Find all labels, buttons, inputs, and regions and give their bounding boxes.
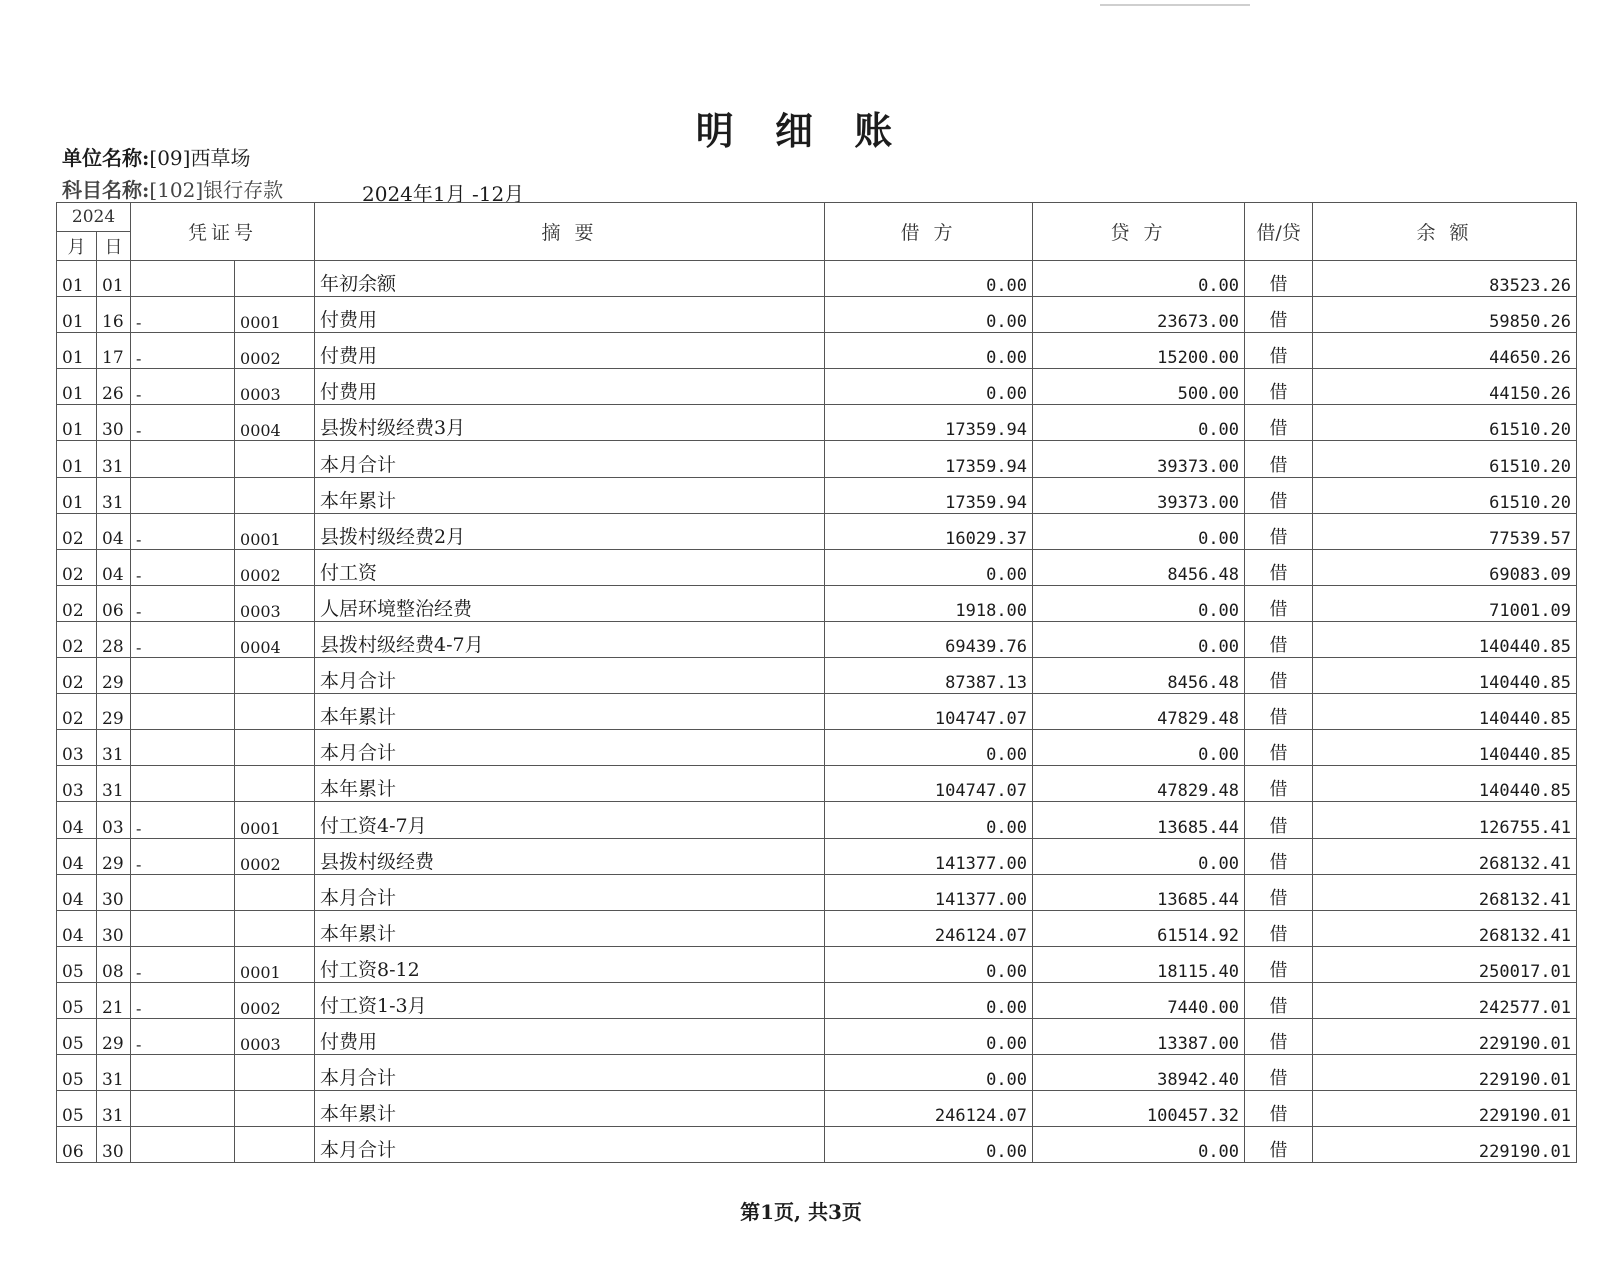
cell-voucher-number: 0003 (235, 369, 315, 405)
table-row (57, 405, 1577, 441)
cell-balance: 229190.01 (1313, 1055, 1577, 1091)
cell-day: 29 (97, 658, 131, 694)
table-row (57, 946, 1577, 982)
cell-voucher-number (235, 910, 315, 946)
cell-day: 04 (97, 513, 131, 549)
cell-balance: 44650.26 (1313, 333, 1577, 369)
cell-debit: 246124.07 (825, 910, 1033, 946)
cell-voucher-number: 0003 (235, 585, 315, 621)
cell-day: 29 (97, 1018, 131, 1054)
cell-summary: 本年累计 (315, 477, 825, 513)
cell-balance: 140440.85 (1313, 621, 1577, 657)
subject-name-value: [102]银行存款 (149, 178, 284, 202)
cell-credit: 0.00 (1033, 585, 1245, 621)
cell-voucher-number (235, 261, 315, 297)
cell-debit: 0.00 (825, 1018, 1033, 1054)
cell-voucher-number: 0002 (235, 982, 315, 1018)
table-row (57, 621, 1577, 657)
cell-voucher-number: 0001 (235, 297, 315, 333)
cell-credit: 7440.00 (1033, 982, 1245, 1018)
cell-direction: 借 (1245, 802, 1313, 838)
cell-debit: 0.00 (825, 333, 1033, 369)
cell-balance: 126755.41 (1313, 802, 1577, 838)
cell-summary: 付费用 (315, 297, 825, 333)
cell-voucher-prefix (131, 441, 235, 477)
scan-mark (1100, 4, 1250, 6)
header-credit: 贷 方 (1033, 203, 1245, 261)
cell-debit: 0.00 (825, 982, 1033, 1018)
cell-credit: 39373.00 (1033, 477, 1245, 513)
table-row (57, 982, 1577, 1018)
cell-summary: 本年累计 (315, 910, 825, 946)
cell-direction: 借 (1245, 694, 1313, 730)
cell-balance: 229190.01 (1313, 1091, 1577, 1127)
cell-summary: 付工资8-12 (315, 946, 825, 982)
cell-voucher-number (235, 730, 315, 766)
cell-direction: 借 (1245, 549, 1313, 585)
cell-debit: 69439.76 (825, 621, 1033, 657)
cell-summary: 人居环境整治经费 (315, 585, 825, 621)
cell-voucher-prefix (131, 766, 235, 802)
cell-balance: 61510.20 (1313, 441, 1577, 477)
cell-month: 02 (57, 621, 97, 657)
cell-balance: 250017.01 (1313, 946, 1577, 982)
cell-month: 01 (57, 405, 97, 441)
cell-day: 28 (97, 621, 131, 657)
cell-balance: 61510.20 (1313, 477, 1577, 513)
cell-balance: 268132.41 (1313, 838, 1577, 874)
cell-voucher-number (235, 1055, 315, 1091)
cell-debit: 17359.94 (825, 477, 1033, 513)
cell-month: 03 (57, 730, 97, 766)
cell-debit: 104747.07 (825, 766, 1033, 802)
cell-direction: 借 (1245, 874, 1313, 910)
cell-summary: 本年累计 (315, 694, 825, 730)
cell-month: 02 (57, 513, 97, 549)
table-row (57, 333, 1577, 369)
cell-balance: 140440.85 (1313, 694, 1577, 730)
cell-credit: 500.00 (1033, 369, 1245, 405)
subject-name-line (62, 174, 283, 203)
table-row (57, 513, 1577, 549)
cell-summary: 县拨村级经费3月 (315, 405, 825, 441)
cell-direction: 借 (1245, 766, 1313, 802)
cell-debit: 16029.37 (825, 513, 1033, 549)
cell-summary: 付费用 (315, 333, 825, 369)
cell-voucher-prefix (131, 658, 235, 694)
cell-day: 16 (97, 297, 131, 333)
cell-month: 01 (57, 333, 97, 369)
cell-summary: 本月合计 (315, 730, 825, 766)
cell-direction: 借 (1245, 333, 1313, 369)
cell-credit: 8456.48 (1033, 549, 1245, 585)
cell-debit: 0.00 (825, 730, 1033, 766)
cell-day: 31 (97, 1091, 131, 1127)
header-day: 日 (97, 232, 131, 261)
cell-day: 04 (97, 549, 131, 585)
cell-debit: 0.00 (825, 1127, 1033, 1163)
cell-voucher-prefix: - (131, 1018, 235, 1054)
cell-summary: 县拨村级经费4-7月 (315, 621, 825, 657)
table-row (57, 802, 1577, 838)
cell-debit: 0.00 (825, 297, 1033, 333)
cell-direction: 借 (1245, 261, 1313, 297)
cell-debit: 104747.07 (825, 694, 1033, 730)
cell-voucher-prefix (131, 1055, 235, 1091)
cell-voucher-prefix: - (131, 585, 235, 621)
cell-direction: 借 (1245, 838, 1313, 874)
unit-name-value: [09]西草场 (149, 146, 251, 170)
cell-day: 30 (97, 874, 131, 910)
cell-voucher-prefix: - (131, 838, 235, 874)
cell-month: 04 (57, 874, 97, 910)
cell-credit: 8456.48 (1033, 658, 1245, 694)
cell-month: 03 (57, 766, 97, 802)
cell-credit: 0.00 (1033, 730, 1245, 766)
cell-month: 02 (57, 694, 97, 730)
cell-credit: 0.00 (1033, 513, 1245, 549)
cell-balance: 77539.57 (1313, 513, 1577, 549)
cell-day: 03 (97, 802, 131, 838)
cell-direction: 借 (1245, 477, 1313, 513)
cell-credit: 23673.00 (1033, 297, 1245, 333)
cell-voucher-number: 0003 (235, 1018, 315, 1054)
cell-month: 01 (57, 477, 97, 513)
table-row (57, 1127, 1577, 1163)
cell-debit: 141377.00 (825, 874, 1033, 910)
table-row (57, 297, 1577, 333)
cell-balance: 69083.09 (1313, 549, 1577, 585)
cell-voucher-prefix (131, 694, 235, 730)
cell-day: 06 (97, 585, 131, 621)
cell-credit: 0.00 (1033, 1127, 1245, 1163)
cell-voucher-number (235, 441, 315, 477)
cell-day: 31 (97, 730, 131, 766)
cell-month: 05 (57, 1091, 97, 1127)
cell-day: 30 (97, 1127, 131, 1163)
cell-balance: 44150.26 (1313, 369, 1577, 405)
cell-credit: 13387.00 (1033, 1018, 1245, 1054)
cell-voucher-number (235, 766, 315, 802)
cell-credit: 47829.48 (1033, 694, 1245, 730)
cell-summary: 年初余额 (315, 261, 825, 297)
table-row (57, 730, 1577, 766)
cell-direction: 借 (1245, 1018, 1313, 1054)
cell-balance: 242577.01 (1313, 982, 1577, 1018)
cell-debit: 0.00 (825, 946, 1033, 982)
unit-name-label: 单位名称: (62, 146, 150, 170)
cell-voucher-prefix (131, 477, 235, 513)
cell-day: 30 (97, 910, 131, 946)
cell-debit: 0.00 (825, 1055, 1033, 1091)
cell-summary: 付工资4-7月 (315, 802, 825, 838)
table-row (57, 477, 1577, 513)
cell-balance: 140440.85 (1313, 766, 1577, 802)
cell-voucher-number: 0002 (235, 333, 315, 369)
cell-voucher-prefix (131, 1091, 235, 1127)
cell-voucher-number (235, 694, 315, 730)
cell-balance: 71001.09 (1313, 585, 1577, 621)
cell-direction: 借 (1245, 513, 1313, 549)
cell-voucher-number: 0001 (235, 513, 315, 549)
cell-voucher-prefix: - (131, 802, 235, 838)
cell-day: 30 (97, 405, 131, 441)
cell-credit: 18115.40 (1033, 946, 1245, 982)
header-debit: 借 方 (825, 203, 1033, 261)
table-row (57, 261, 1577, 297)
cell-debit: 87387.13 (825, 658, 1033, 694)
cell-voucher-number (235, 1091, 315, 1127)
table-row (57, 441, 1577, 477)
cell-debit: 246124.07 (825, 1091, 1033, 1127)
cell-voucher-number: 0002 (235, 549, 315, 585)
cell-summary: 本月合计 (315, 1055, 825, 1091)
cell-day: 31 (97, 766, 131, 802)
cell-day: 31 (97, 1055, 131, 1091)
cell-debit: 17359.94 (825, 441, 1033, 477)
cell-day: 31 (97, 477, 131, 513)
cell-balance: 61510.20 (1313, 405, 1577, 441)
cell-balance: 140440.85 (1313, 730, 1577, 766)
table-row (57, 1018, 1577, 1054)
cell-credit: 0.00 (1033, 405, 1245, 441)
cell-credit: 39373.00 (1033, 441, 1245, 477)
cell-direction: 借 (1245, 369, 1313, 405)
header-direction: 借/贷 (1245, 203, 1313, 261)
ledger-rows (57, 261, 1577, 1163)
cell-credit: 0.00 (1033, 621, 1245, 657)
cell-month: 01 (57, 369, 97, 405)
table-row (57, 838, 1577, 874)
cell-summary: 付费用 (315, 1018, 825, 1054)
cell-voucher-number: 0001 (235, 946, 315, 982)
cell-voucher-prefix: - (131, 513, 235, 549)
cell-summary: 本月合计 (315, 658, 825, 694)
cell-debit: 141377.00 (825, 838, 1033, 874)
table-row (57, 1055, 1577, 1091)
cell-month: 05 (57, 1018, 97, 1054)
table-row (57, 694, 1577, 730)
cell-direction: 借 (1245, 585, 1313, 621)
subject-name-label: 科目名称: (62, 178, 150, 202)
cell-debit: 1918.00 (825, 585, 1033, 621)
header-voucher: 凭证号 (131, 203, 315, 261)
cell-direction: 借 (1245, 730, 1313, 766)
cell-month: 02 (57, 658, 97, 694)
cell-direction: 借 (1245, 910, 1313, 946)
cell-month: 01 (57, 297, 97, 333)
cell-summary: 本月合计 (315, 874, 825, 910)
ledger-title: 明 细 账 (695, 108, 907, 153)
cell-voucher-prefix (131, 730, 235, 766)
cell-credit: 13685.44 (1033, 874, 1245, 910)
header-summary: 摘 要 (315, 203, 825, 261)
cell-direction: 借 (1245, 982, 1313, 1018)
cell-day: 08 (97, 946, 131, 982)
cell-direction: 借 (1245, 405, 1313, 441)
period-range: 2024年1月 -12月 (362, 182, 525, 206)
cell-day: 29 (97, 694, 131, 730)
cell-month: 01 (57, 261, 97, 297)
table-row (57, 874, 1577, 910)
cell-month: 02 (57, 585, 97, 621)
cell-direction: 借 (1245, 1055, 1313, 1091)
cell-day: 26 (97, 369, 131, 405)
cell-voucher-prefix (131, 874, 235, 910)
cell-credit: 0.00 (1033, 838, 1245, 874)
table-row (57, 658, 1577, 694)
cell-direction: 借 (1245, 658, 1313, 694)
cell-voucher-prefix: - (131, 333, 235, 369)
cell-month: 01 (57, 441, 97, 477)
cell-debit: 0.00 (825, 261, 1033, 297)
cell-voucher-number: 0004 (235, 405, 315, 441)
cell-balance: 268132.41 (1313, 910, 1577, 946)
cell-debit: 17359.94 (825, 405, 1033, 441)
cell-balance: 229190.01 (1313, 1127, 1577, 1163)
cell-month: 04 (57, 910, 97, 946)
cell-summary: 县拨村级经费 (315, 838, 825, 874)
cell-direction: 借 (1245, 946, 1313, 982)
cell-balance: 268132.41 (1313, 874, 1577, 910)
cell-credit: 100457.32 (1033, 1091, 1245, 1127)
cell-day: 21 (97, 982, 131, 1018)
cell-voucher-number (235, 1127, 315, 1163)
cell-direction: 借 (1245, 297, 1313, 333)
cell-direction: 借 (1245, 621, 1313, 657)
cell-day: 01 (97, 261, 131, 297)
cell-voucher-prefix (131, 1127, 235, 1163)
cell-credit: 47829.48 (1033, 766, 1245, 802)
table-row (57, 585, 1577, 621)
table-row (57, 766, 1577, 802)
cell-debit: 0.00 (825, 369, 1033, 405)
cell-credit: 15200.00 (1033, 333, 1245, 369)
ledger-table (56, 202, 1577, 1163)
cell-voucher-prefix: - (131, 946, 235, 982)
cell-voucher-prefix (131, 261, 235, 297)
cell-voucher-prefix: - (131, 297, 235, 333)
cell-month: 04 (57, 838, 97, 874)
cell-direction: 借 (1245, 441, 1313, 477)
cell-month: 05 (57, 946, 97, 982)
cell-debit: 0.00 (825, 549, 1033, 585)
cell-month: 02 (57, 549, 97, 585)
table-row (57, 910, 1577, 946)
cell-day: 31 (97, 441, 131, 477)
cell-balance: 229190.01 (1313, 1018, 1577, 1054)
cell-balance: 59850.26 (1313, 297, 1577, 333)
cell-voucher-number: 0002 (235, 838, 315, 874)
cell-summary: 付工资1-3月 (315, 982, 825, 1018)
page-footer: 第1页, 共3页 (740, 1200, 862, 1224)
cell-direction: 借 (1245, 1127, 1313, 1163)
cell-debit: 0.00 (825, 802, 1033, 838)
cell-summary: 付工资 (315, 549, 825, 585)
cell-credit: 13685.44 (1033, 802, 1245, 838)
cell-voucher-prefix (131, 910, 235, 946)
cell-day: 29 (97, 838, 131, 874)
cell-voucher-prefix: - (131, 621, 235, 657)
table-row (57, 1091, 1577, 1127)
cell-month: 04 (57, 802, 97, 838)
cell-voucher-number: 0004 (235, 621, 315, 657)
cell-month: 06 (57, 1127, 97, 1163)
cell-voucher-prefix: - (131, 549, 235, 585)
cell-voucher-prefix: - (131, 982, 235, 1018)
cell-month: 05 (57, 982, 97, 1018)
cell-summary: 本年累计 (315, 766, 825, 802)
cell-voucher-number (235, 658, 315, 694)
cell-credit: 0.00 (1033, 261, 1245, 297)
cell-summary: 本月合计 (315, 441, 825, 477)
cell-voucher-number (235, 477, 315, 513)
table-row (57, 549, 1577, 585)
cell-summary: 县拨村级经费2月 (315, 513, 825, 549)
cell-day: 17 (97, 333, 131, 369)
header-year: 2024 (57, 203, 131, 232)
cell-balance: 140440.85 (1313, 658, 1577, 694)
header-month: 月 (57, 232, 97, 261)
cell-voucher-prefix: - (131, 405, 235, 441)
cell-month: 05 (57, 1055, 97, 1091)
cell-credit: 61514.92 (1033, 910, 1245, 946)
header-balance: 余 额 (1313, 203, 1577, 261)
cell-balance: 83523.26 (1313, 261, 1577, 297)
cell-voucher-number: 0001 (235, 802, 315, 838)
unit-name-line (62, 142, 250, 171)
cell-voucher-number (235, 874, 315, 910)
cell-summary: 本年累计 (315, 1091, 825, 1127)
cell-summary: 付费用 (315, 369, 825, 405)
cell-voucher-prefix: - (131, 369, 235, 405)
cell-summary: 本月合计 (315, 1127, 825, 1163)
table-row (57, 369, 1577, 405)
cell-credit: 38942.40 (1033, 1055, 1245, 1091)
cell-direction: 借 (1245, 1091, 1313, 1127)
